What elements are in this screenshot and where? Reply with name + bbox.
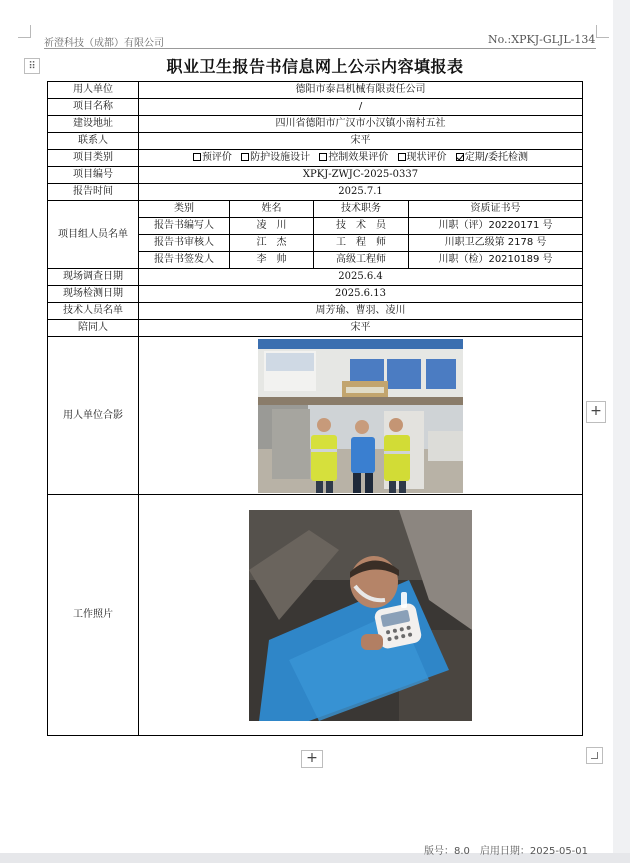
team-header-cell: 资质证书号 <box>409 201 583 218</box>
table-move-handle-icon[interactable]: ⠿ <box>24 58 40 74</box>
team-role[interactable]: 报告书审核人 <box>139 235 230 252</box>
team-header-cell: 类别 <box>139 201 230 218</box>
table-row <box>48 286 583 303</box>
row-label: 项目编号 <box>48 167 139 184</box>
row-label: 建设地址 <box>48 116 139 133</box>
header-rule <box>44 48 596 49</box>
header-company: 祈澄科技（成都）有限公司 <box>44 38 164 49</box>
header-doc-number: No.:XPKJ-GLJL-134 <box>488 33 596 46</box>
table-row <box>48 320 583 337</box>
work-photo-cell <box>139 495 583 736</box>
table-row <box>48 167 583 184</box>
table-row <box>48 303 583 320</box>
row-label: 技术人员名单 <box>48 303 139 320</box>
add-column-button[interactable]: + <box>586 401 606 423</box>
margin-corner-mark <box>18 25 31 38</box>
project-name-value[interactable]: / <box>139 99 583 116</box>
disclosure-form-table <box>47 81 583 736</box>
team-role[interactable]: 报告书编写人 <box>139 218 230 235</box>
team-title[interactable]: 工 程 师 <box>314 235 409 252</box>
category-options <box>139 150 583 167</box>
contact-value[interactable]: 宋平 <box>139 133 583 150</box>
table-row <box>48 495 583 736</box>
table-row <box>48 150 583 167</box>
team-cert[interactable]: 川职（评）20220171 号 <box>409 218 583 235</box>
add-row-button[interactable]: + <box>301 750 323 768</box>
document-title: 职业卫生报告书信息网上公示内容填报表 <box>166 57 464 76</box>
team-name[interactable]: 凌 川 <box>230 218 314 235</box>
staff-value[interactable]: 周芳瑜、曹羽、凌川 <box>139 303 583 320</box>
row-label: 现场检测日期 <box>48 286 139 303</box>
team-name[interactable]: 李 帅 <box>230 252 314 269</box>
team-cert[interactable]: 川职卫乙级第 2178 号 <box>409 235 583 252</box>
checkbox-icon[interactable] <box>398 153 406 161</box>
project-number-value[interactable]: XPKJ-ZWJC-2025-0337 <box>139 167 583 184</box>
address-value[interactable]: 四川省德阳市广汉市小汉镇小南村五社 <box>139 116 583 133</box>
team-header-cell: 姓名 <box>230 201 314 218</box>
test-date-value[interactable]: 2025.6.13 <box>139 286 583 303</box>
row-label: 陪同人 <box>48 320 139 337</box>
checkbox-icon[interactable] <box>193 153 201 161</box>
row-label: 项目类别 <box>48 150 139 167</box>
row-label: 现场调查日期 <box>48 269 139 286</box>
checkbox-icon[interactable] <box>241 153 249 161</box>
report-time-value[interactable]: 2025.7.1 <box>139 184 583 201</box>
footer-version: 版号：8.0 启用日期：2025-05-01 <box>424 846 589 857</box>
table-row <box>48 82 583 99</box>
table-row <box>48 116 583 133</box>
team-title[interactable]: 技 术 员 <box>314 218 409 235</box>
category-option[interactable]: 预评价 <box>193 152 232 163</box>
margin-corner-mark <box>596 25 609 38</box>
checkbox-checked-icon[interactable] <box>456 153 464 161</box>
table-row <box>48 269 583 286</box>
row-label: 报告时间 <box>48 184 139 201</box>
table-row <box>48 133 583 150</box>
table-row <box>48 99 583 116</box>
category-option[interactable]: 控制效果评价 <box>319 152 388 163</box>
row-label: 工作照片 <box>48 495 139 736</box>
table-row <box>48 201 583 218</box>
team-title[interactable]: 高级工程师 <box>314 252 409 269</box>
team-header-cell: 技术职务 <box>314 201 409 218</box>
survey-date-value[interactable]: 2025.6.4 <box>139 269 583 286</box>
row-label: 项目组人员名单 <box>48 201 139 269</box>
team-cert[interactable]: 川职（检）20210189 号 <box>409 252 583 269</box>
row-label: 用人单位合影 <box>48 337 139 495</box>
row-label: 项目名称 <box>48 99 139 116</box>
row-label: 联系人 <box>48 133 139 150</box>
row-label: 用人单位 <box>48 82 139 99</box>
work-photo[interactable] <box>249 510 472 721</box>
table-resize-handle-icon[interactable] <box>586 747 603 764</box>
table-row <box>48 184 583 201</box>
checkbox-icon[interactable] <box>319 153 327 161</box>
team-role[interactable]: 报告书签发人 <box>139 252 230 269</box>
group-photo[interactable] <box>258 339 463 493</box>
group-photo-cell <box>139 337 583 495</box>
employer-value[interactable]: 德阳市泰昌机械有限责任公司 <box>139 82 583 99</box>
category-option[interactable]: 定期/委托检测 <box>456 152 528 163</box>
category-option[interactable]: 现状评价 <box>398 152 447 163</box>
team-name[interactable]: 江 杰 <box>230 235 314 252</box>
escort-value[interactable]: 宋平 <box>139 320 583 337</box>
category-option[interactable]: 防护设施设计 <box>241 152 310 163</box>
right-gutter <box>613 0 630 863</box>
table-row <box>48 337 583 495</box>
